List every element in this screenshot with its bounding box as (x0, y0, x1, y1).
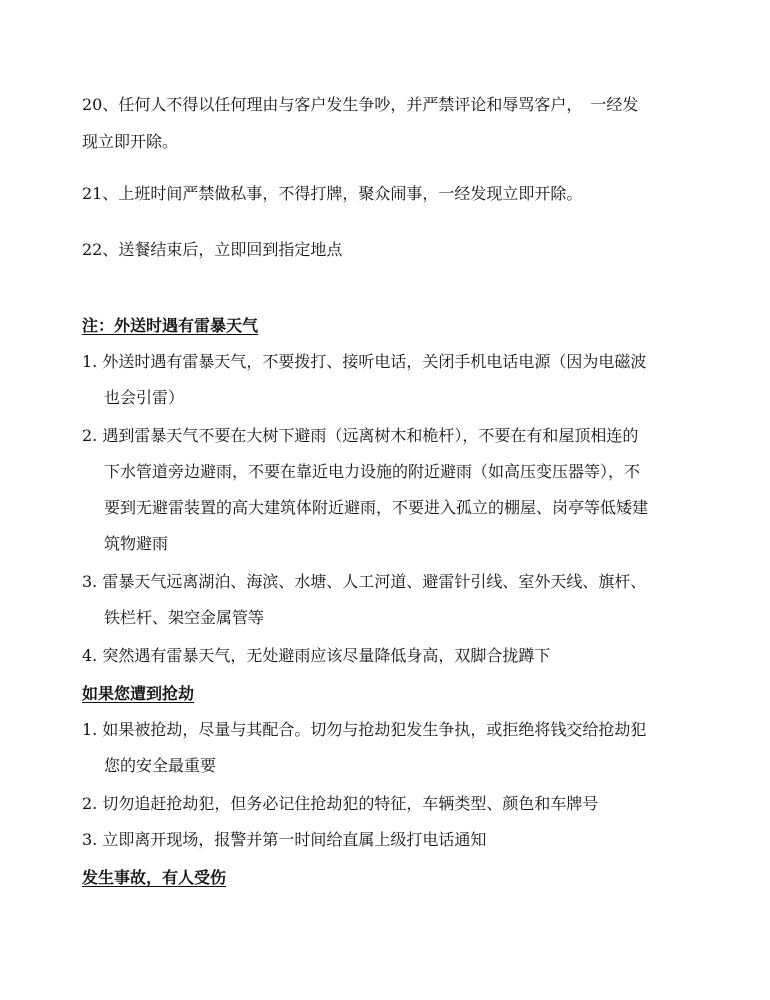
robbery-item-3: 3. 立即离开现场，报警并第一时间给直属上级打电话通知 (82, 830, 487, 849)
thunderstorm-item-3: 3. 雷暴天气远离湖泊、海滨、水塘、人工河道、避雷针引线、室外天线、旗杆、 (82, 572, 647, 591)
rule-20-line-2: 现立即开除。 (82, 132, 179, 151)
section-heading-accident: 发生事故，有人受伤 (82, 868, 227, 887)
thunderstorm-item-3-cont-1: 铁栏杆、架空金属管等 (104, 608, 265, 627)
thunderstorm-item-2-cont-3: 筑物避雨 (104, 534, 169, 553)
thunderstorm-item-1-cont-1: 也会引雷） (104, 388, 185, 407)
thunderstorm-item-1: 1. 外送时遇有雷暴天气，不要拨打、接听电话，关闭手机电话电源（因为电磁波 (82, 352, 647, 371)
thunderstorm-item-2-cont-1: 下水管道旁边避雨，不要在靠近电力设施的附近避雨（如高压变压器等），不 (104, 462, 641, 481)
thunderstorm-item-2-cont-2: 要到无避雷装置的高大建筑体附近避雨，不要进入孤立的棚屋、岗亭等低矮建 (104, 498, 649, 517)
rule-21: 21、上班时间严禁做私事，不得打牌，聚众闹事，一经发现立即开除。 (82, 184, 583, 203)
section-heading-thunderstorm: 注：外送时遇有雷暴天气 (82, 316, 259, 335)
thunderstorm-item-4: 4. 突然遇有雷暴天气，无处避雨应该尽量降低身高，双脚合拢蹲下 (82, 646, 551, 665)
rule-20-line-1: 20、任何人不得以任何理由与客户发生争吵，并严禁评论和辱骂客户， 一经发 (82, 95, 639, 114)
robbery-item-1: 1. 如果被抢劫，尽量与其配合。切勿与抢劫犯发生争执，或拒绝将钱交给抢劫犯 (82, 720, 647, 739)
rule-22: 22、送餐结束后，立即回到指定地点 (82, 240, 343, 259)
robbery-item-1-cont-1: 您的安全最重要 (104, 756, 217, 775)
thunderstorm-item-2: 2. 遇到雷暴天气不要在大树下避雨（远离树木和桅杆），不要在有和屋顶相连的 (82, 426, 639, 445)
section-heading-robbery: 如果您遭到抢劫 (82, 684, 195, 703)
robbery-item-2: 2. 切勿追赶抢劫犯，但务必记住抢劫犯的特征，车辆类型、颜色和车牌号 (82, 794, 599, 813)
